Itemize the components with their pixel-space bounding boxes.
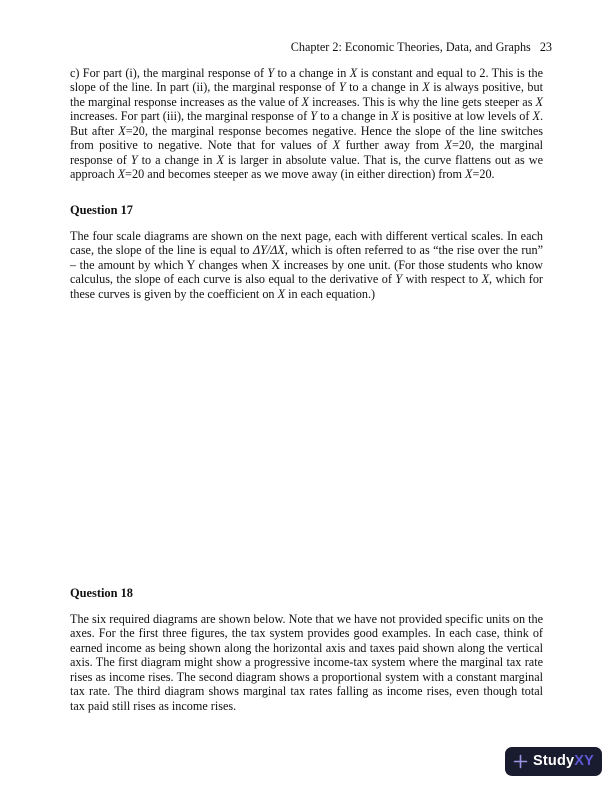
chapter-title: Chapter 2: Economic Theories, Data, and Graphs [290,40,531,54]
question-18-heading: Question 18 [70,586,133,600]
logo-study-text: Study [532,753,575,770]
page-number: 23 [539,40,552,54]
answer-part-c-paragraph: c) For part (i), the marginal response of Y to a change in X is constant and equal to 2. This is the slope of the line. In part (ii), the marginal response of Y to a change in X is always positive, but the marginal response increases as the value of X increases. This is why the line gets steeper as X increases. For part (iii), the marginal response of Y to a change in X is positive at low levels of X. But after X=20, the marginal response becomes negative. Hence the slope of the line switches from positive to negative. Note that for values of X further away from X=20, the marginal response of Y to a change in X is larger in absolute value. That is, the curve flattens out as we approach X=20 and becomes steeper as we move away (in either direction) from X=20. [70,66,543,182]
studyxy-logo [505,747,602,776]
question-17-paragraph: The four scale diagrams are shown on the next page, each with different vertical scales. In each case, the slope of the line is equal to ΔY/ΔX, which is often referred to as “the rise over the run” – the amount by which Y changes when X increases by one unit. (For those students who know calculus, the slope of each curve is also equal to the derivative of Y with respect to X, which for these curves is given by the coefficient on X in each equation.) [70,229,544,301]
plus-icon [513,754,528,769]
question-18-paragraph: The six required diagrams are shown below. Note that we have not provided specific units on the axes. For the first three figures, the tax system provides good examples. In each case, think of earned income as being shown along the horizontal axis and taxes paid shown along the vertical axis. The first diagram might show a progressive income-tax system where the marginal tax rate rises as income rises. The second diagram shows a proportional system with a constant marginal tax rate. The third diagram shows marginal tax rates falling as income rises, even though total tax paid still rises as income rises. [70,612,543,713]
page-header [291,40,552,54]
question-17-heading: Question 17 [70,203,133,217]
logo-wordmark [533,754,594,769]
logo-xy-text: XY [574,753,595,770]
